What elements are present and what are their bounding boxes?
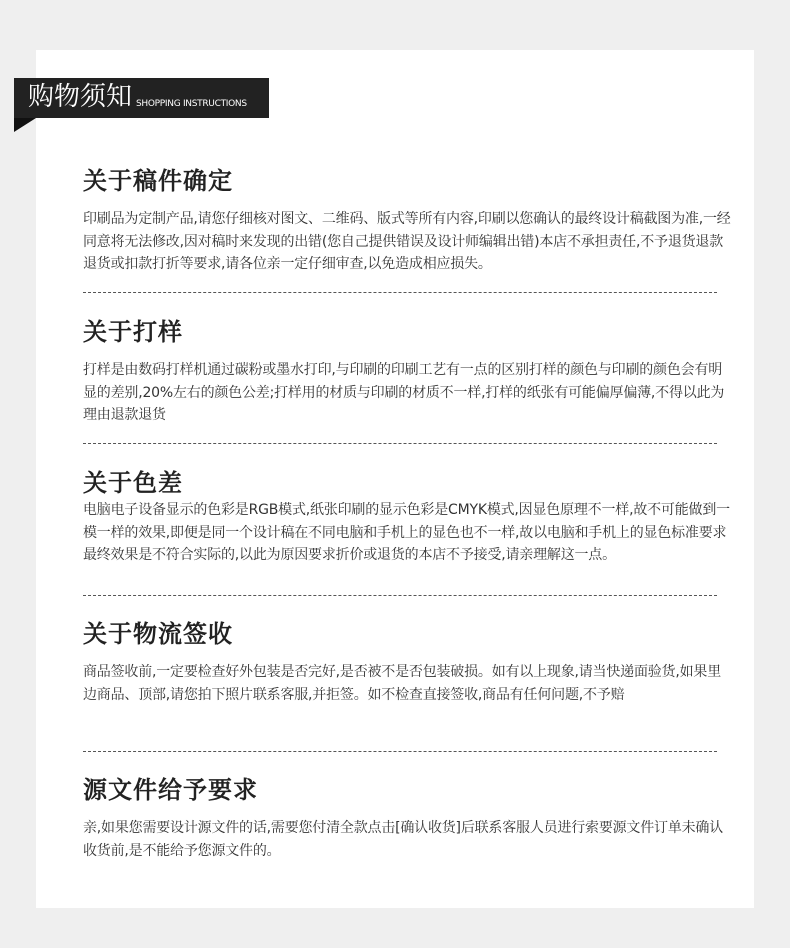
section-title: 关于色差: [83, 469, 183, 497]
section-title: 关于稿件确定: [83, 167, 233, 195]
section-draft-confirmation: [83, 166, 733, 276]
banner-title: 购物须知: [28, 82, 133, 112]
section-text: 商品签收前,一定要检查好外包装是否完好,是否被不是否包装破损。如有以上现象,请当快递面验货,如果里边商品、顶部,请您拍下照片联系客服,并拒签。如不检查直接签收,商品有任何问题,不予赔: [83, 664, 721, 703]
section-divider: [83, 443, 717, 444]
section-text: 亲,如果您需要设计源文件的话,需要您付清全款点击[确认收货]后联系客服人员进行索要源文件订单未确认收货前,是不能给予您源文件的。: [83, 820, 724, 859]
section-divider: [83, 595, 717, 596]
section-logistics-receipt: [83, 619, 733, 706]
section-divider: [83, 751, 717, 752]
shopping-instructions-banner: [14, 78, 269, 118]
section-text: 电脑电子设备显示的色彩是RGB模式,纸张印刷的显示色彩是CMYK模式,因显色原理不一样,故不可能做到一模一样的效果,即便是同一个设计稿在不同电脑和手机上的显色也不一样,故以电脑和手机上的显色标准要求最终效果是不符合实际的,以此为原因要求折价或退货的本店不予接受,请亲理解这一点。: [83, 502, 730, 563]
section-title: 关于物流签收: [83, 620, 233, 648]
section-title: 关于打样: [83, 318, 183, 346]
section-divider: [83, 292, 717, 293]
section-proofing: [83, 317, 733, 427]
banner-subtitle: SHOPPING INSTRUCTIONS: [136, 99, 247, 109]
banner-fold-corner: [14, 118, 36, 132]
section-title: 源文件给予要求: [83, 776, 258, 804]
section-text: 打样是由数码打样机通过碳粉或墨水打印,与印刷的印刷工艺有一点的区别打样的颜色与印刷的颜色会有明显的差别,20%左右的颜色公差;打样用的材质与印刷的材质不一样,打样的纸张有可能偏厚偏薄,不得以此为理由退款退货: [83, 362, 725, 423]
section-color-difference: [83, 468, 733, 567]
section-text: 印刷品为定制产品,请您仔细核对图文、二维码、版式等所有内容,印刷以您确认的最终设计稿截图为准,一经同意将无法修改,因对稿时来发现的出错(您自己提供错误及设计师编辑出错)本店不承担责任,不予退货退款退货或扣款打折等要求,请各位亲一定仔细审查,以免造成相应损失。: [83, 211, 731, 272]
section-source-files: [83, 775, 733, 862]
